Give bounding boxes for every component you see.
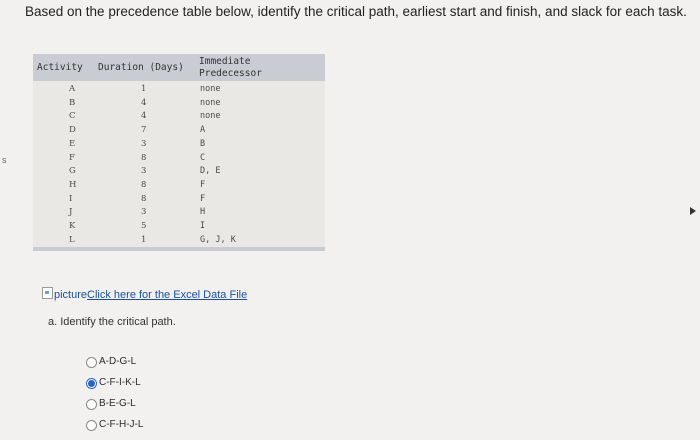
table-footer-bar xyxy=(33,247,325,251)
cell-predecessor: D, E xyxy=(200,166,221,177)
cell-predecessor: none xyxy=(200,84,221,94)
option-a-d-g-l[interactable] xyxy=(86,356,286,377)
cell-duration: 7 xyxy=(141,125,147,136)
cell-activity: F xyxy=(69,152,75,163)
broken-image-icon xyxy=(42,287,53,299)
header-duration: Duration (Days) xyxy=(98,62,184,73)
cell-predecessor: B xyxy=(200,138,206,149)
cell-duration: 5 xyxy=(141,221,147,231)
cell-duration: 3 xyxy=(141,207,147,218)
cell-duration: 8 xyxy=(141,193,147,204)
table-row xyxy=(33,111,325,124)
part-a-prompt: a. Identify the critical path. xyxy=(48,316,176,328)
cell-duration: 8 xyxy=(141,152,147,163)
table-body xyxy=(33,81,325,247)
option-c-f-i-k-l[interactable] xyxy=(86,377,286,398)
cell-predecessor: G, J, K xyxy=(200,234,236,245)
table-row xyxy=(33,194,325,207)
option-label: C-F-I-K-L xyxy=(99,377,141,388)
table-row xyxy=(33,235,325,248)
cell-predecessor: A xyxy=(200,125,206,136)
cell-duration: 3 xyxy=(141,166,147,177)
radio-button[interactable] xyxy=(86,420,97,431)
excel-link-text[interactable]: Click here for the Excel Data File xyxy=(87,289,248,301)
cell-duration: 1 xyxy=(141,84,147,94)
radio-button[interactable] xyxy=(86,399,97,410)
option-b-e-g-l[interactable] xyxy=(86,398,286,419)
table-row xyxy=(33,221,325,234)
cell-duration: 3 xyxy=(141,138,147,149)
edge-mark: s xyxy=(2,155,7,165)
option-label: C-F-H-J-L xyxy=(99,419,144,430)
cell-predecessor: none xyxy=(200,97,221,108)
option-label: A-D-G-L xyxy=(99,356,137,367)
cell-predecessor: none xyxy=(200,111,221,122)
table-row xyxy=(33,166,325,179)
cell-predecessor: F xyxy=(200,193,206,204)
excel-data-link[interactable] xyxy=(42,287,247,301)
table-row xyxy=(33,207,325,220)
cell-predecessor: F xyxy=(200,179,206,190)
table-row xyxy=(33,153,325,166)
cell-activity: B xyxy=(69,97,76,108)
cell-activity: G xyxy=(69,166,76,177)
edge-arrow-icon xyxy=(690,207,696,215)
precedence-table xyxy=(33,54,325,254)
cell-activity: D xyxy=(69,125,76,136)
answer-options xyxy=(86,356,286,440)
header-predecessor-line2: Predecessor xyxy=(199,68,262,79)
cell-activity: A xyxy=(69,84,76,94)
cell-activity: H xyxy=(69,179,77,190)
cell-activity: I xyxy=(69,193,73,204)
cell-activity: C xyxy=(69,111,76,122)
cell-activity: K xyxy=(69,221,76,231)
header-activity: Activity xyxy=(37,62,83,73)
cell-activity: E xyxy=(69,138,76,149)
cell-duration: 4 xyxy=(141,97,147,108)
table-row xyxy=(33,139,325,152)
table-row xyxy=(33,84,325,97)
cell-activity: L xyxy=(69,234,75,245)
table-header xyxy=(33,54,325,81)
cell-duration: 8 xyxy=(141,179,147,190)
table-row xyxy=(33,125,325,138)
cell-predecessor: C xyxy=(200,152,206,163)
cell-predecessor: I xyxy=(200,221,206,231)
cell-activity: J xyxy=(69,207,73,218)
table-row xyxy=(33,98,325,111)
table-row xyxy=(33,180,325,193)
option-label: B-E-G-L xyxy=(99,398,136,409)
radio-button-selected[interactable] xyxy=(86,378,97,389)
cell-duration: 4 xyxy=(141,111,147,122)
image-alt-text: picture xyxy=(54,289,88,301)
cell-duration: 1 xyxy=(141,234,147,245)
cell-predecessor: H xyxy=(200,207,206,218)
header-predecessor-line1: Immediate xyxy=(199,56,251,67)
radio-button[interactable] xyxy=(86,357,97,368)
question-text: Based on the precedence table below, identify the critical path, earliest start and finish, and slack for each task. xyxy=(25,4,687,19)
